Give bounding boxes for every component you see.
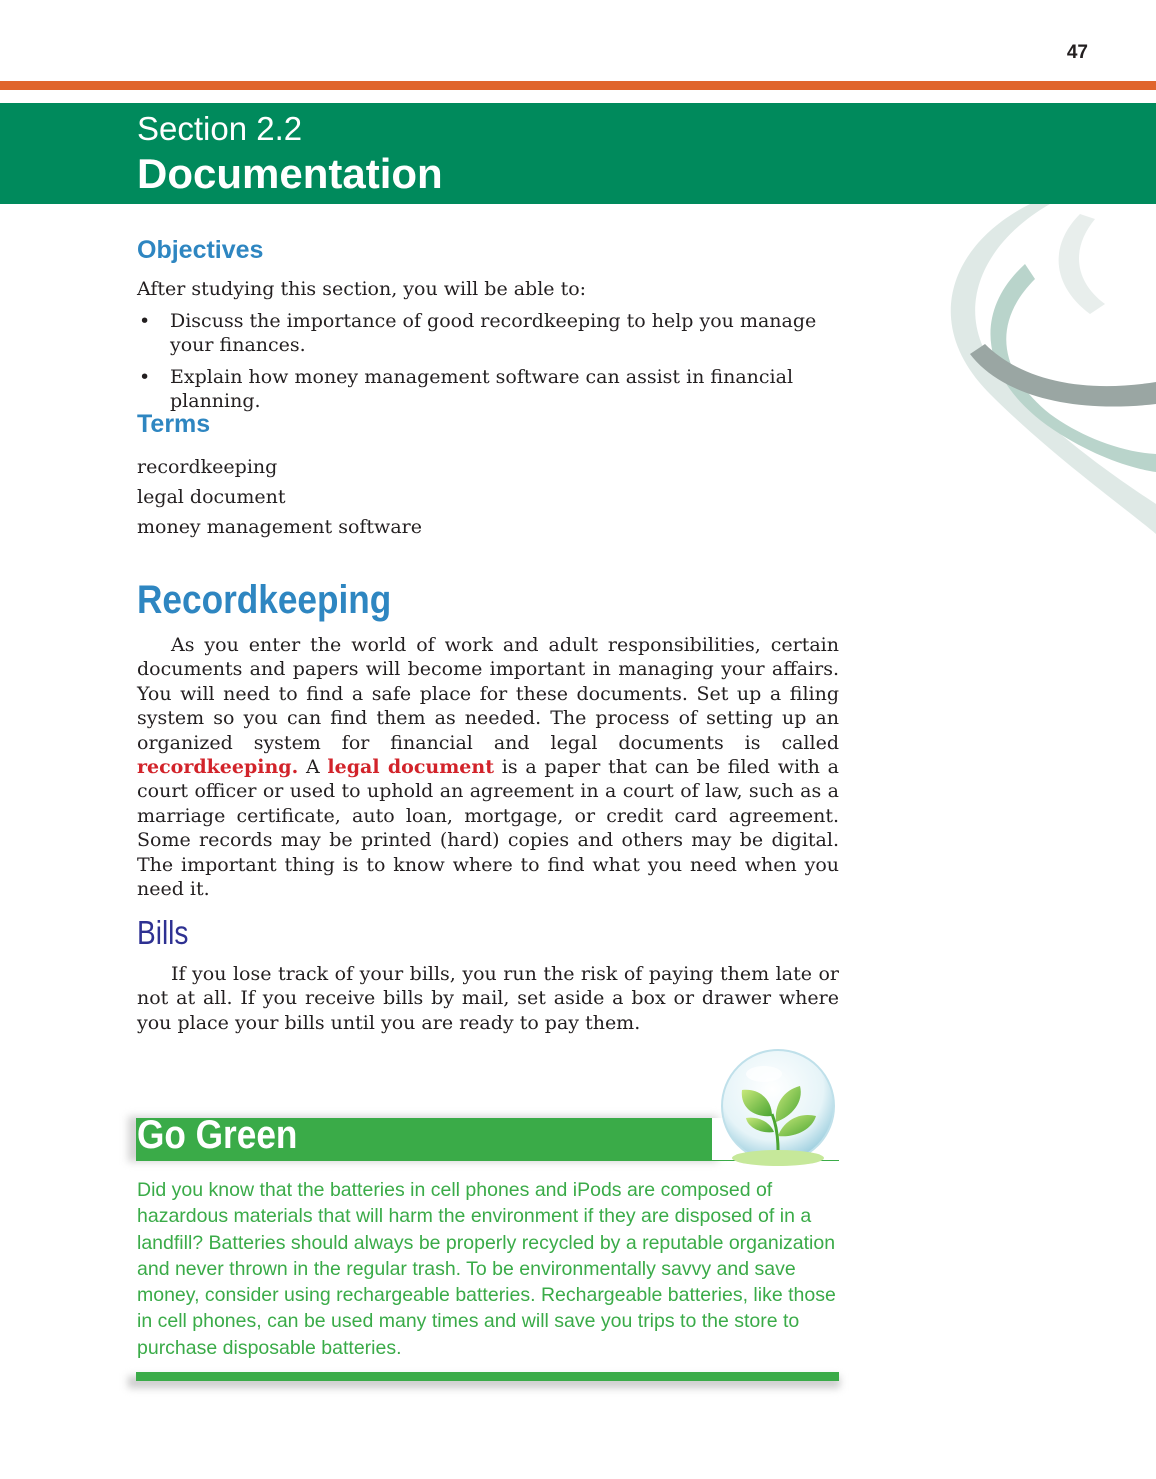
paragraph-text: is a paper that can be filed with a court officer or used to uphold an agreement in a court of law, such as a marriage certificate, auto loan, mortgage, or credit card agreement. Some records may be printed (hard) copies and others may be digital. The important thing is to know where to find what you need when you need it. [137,756,839,901]
bullet-icon: • [139,366,151,388]
go-green-heading: Go Green [137,1113,298,1157]
objectives-list [137,309,837,421]
section-label: Section 2.2 [137,110,303,147]
go-green-text: Did you know that the batteries in cell phones and iPods are composed of hazardous materials that will harm the environment if they are disposed of in a landfill? Batteries should always be properly recycled by a reputable organization and never thrown in the regular trash. To be environmentally savvy and save money, consider using rechargeable batteries. Rechargeable batteries, like those in cell phones, can be used many times and will save you trips to the store to purchase disposable batteries. [137,1179,836,1359]
decorative-swoosh [930,204,1156,544]
page-number: 47 [1066,42,1088,63]
bullet-icon: • [139,310,151,332]
bills-heading: Bills [137,914,189,951]
section-title: Documentation [137,150,443,197]
objectives-heading: Objectives [137,236,264,264]
terms-list [137,452,422,542]
list-item: legal document [137,486,286,508]
objectives-intro: After studying this section, you will be able to: [137,278,587,300]
objective-text: Explain how money management software can assist in financial planning. [170,366,794,412]
list-item: money management software [137,516,422,538]
bills-paragraph: If you lose track of your bills, you run the risk of paying them late or not at all. If you receive bills by mail, set aside a box or drawer where you place your bills until you are ready to pay them. [137,963,839,1034]
term-legal-document: legal document [327,756,494,779]
recordkeeping-heading: Recordkeeping [137,578,392,622]
paragraph-text: As you enter the world of work and adult responsibilities, certain documents and papers will become important in managing your affairs. You will need to find a safe place for these documents. Set up a filing system so you can find them as needed. The process of setting up an organized system for financial and legal documents is called [137,634,839,754]
orange-divider [0,81,1156,90]
go-green-bottom-rule [136,1372,839,1381]
list-item: recordkeeping [137,456,278,478]
terms-heading: Terms [137,410,211,438]
leaf-globe-icon [712,1046,844,1172]
recordkeeping-paragraph [137,633,839,901]
objective-text: Discuss the importance of good recordkeeping to help you manage your finances. [170,310,817,356]
list-item [137,365,837,413]
paragraph-text: A [298,756,328,779]
list-item [137,309,837,357]
term-recordkeeping: recordkeeping. [137,756,299,779]
